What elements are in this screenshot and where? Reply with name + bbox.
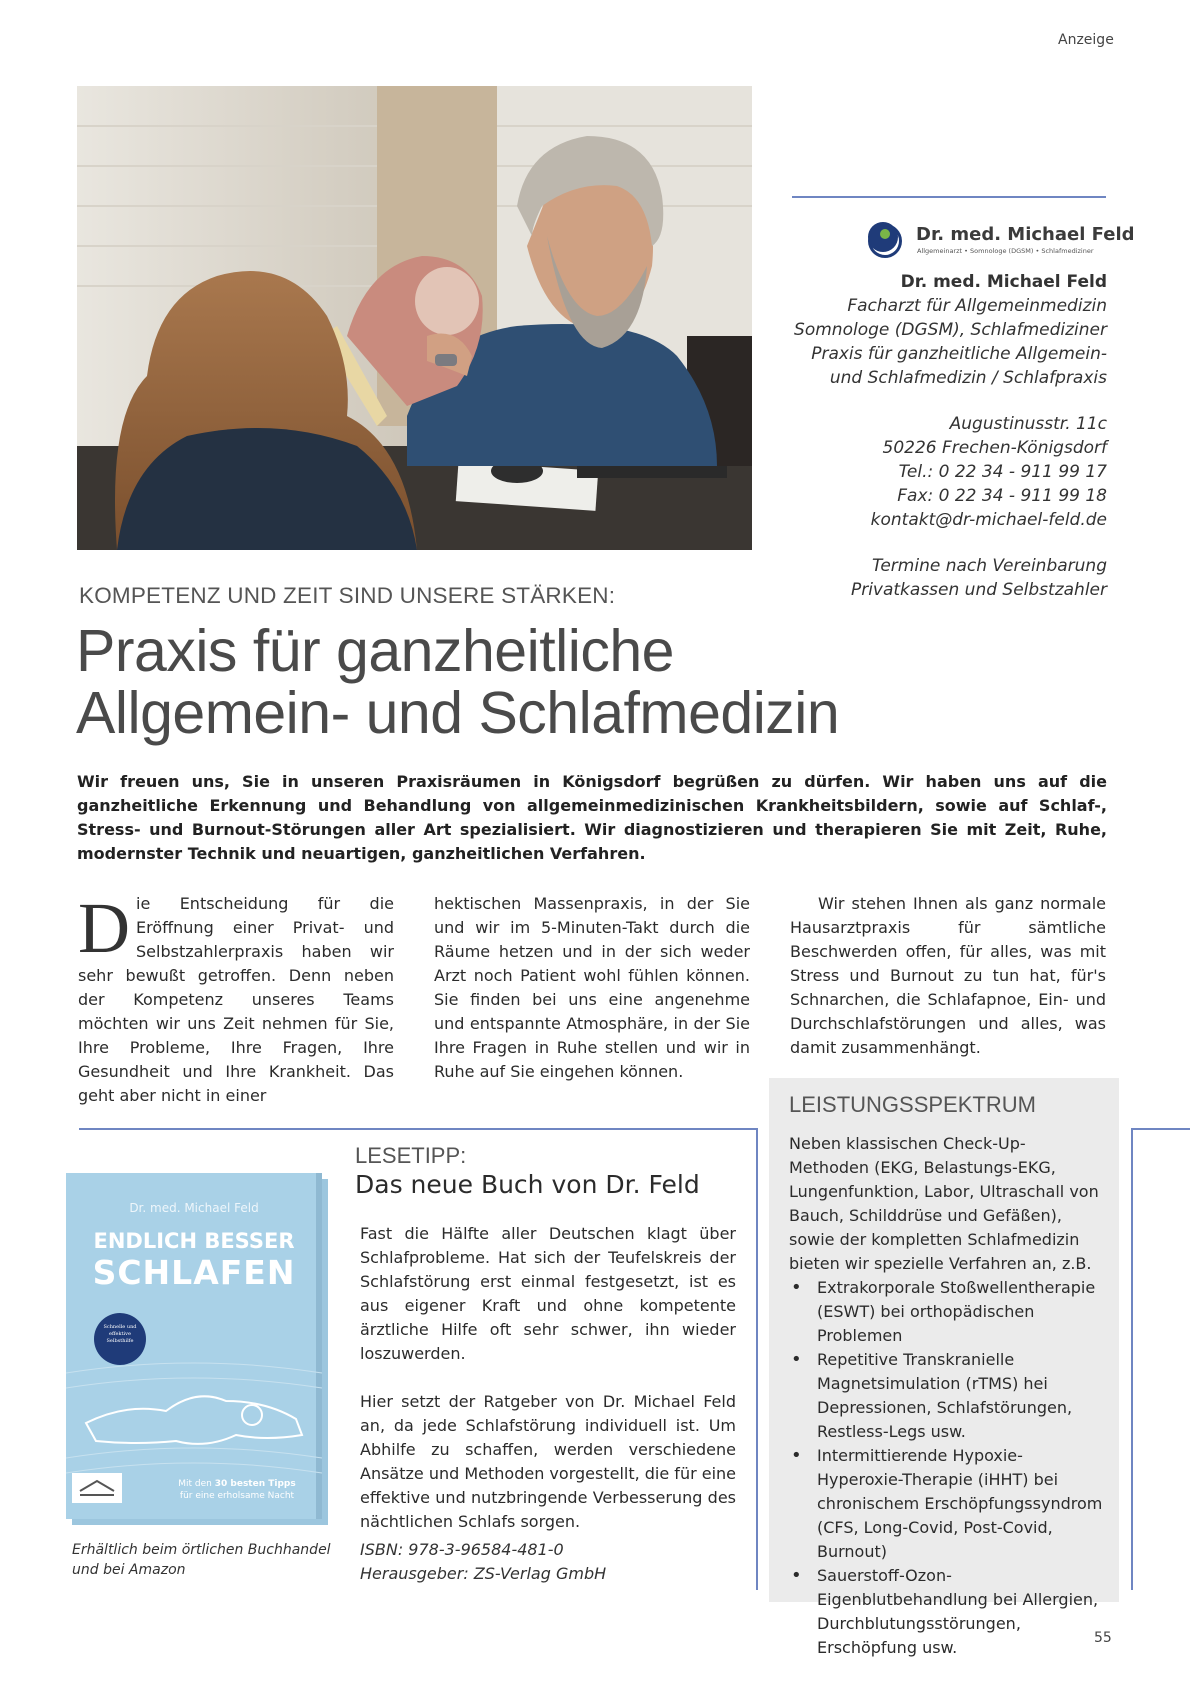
service-item: • Repetitive Transkranielle Magnetsimulation (rTMS) hei Depressionen, Schlafstörungen, Restless-Legs usw. [789, 1348, 1105, 1444]
lesetipp-text [360, 1222, 736, 1534]
contact-street: Augustinusstr. 11c [949, 414, 1107, 434]
book-badge: Schnelle und effektive Selbsthilfe [103, 1324, 137, 1344]
contact-insurance: Privatkassen und Selbstzahler [850, 580, 1107, 600]
contact-email[interactable]: kontakt@dr-michael-feld.de [870, 510, 1107, 530]
lesetipp-paragraph: Fast die Hälfte aller Deutschen klagt über Schlafprobleme. Hat sich der Teufelskreis der Schlafstörung erst einmal festgesetzt, ist es aus eigener Kraft und ohne kompetente ärztliche Hilfe oft sehr schwer, ihn wieder loszuwerden. [360, 1224, 736, 1363]
logo-name: Dr. med. Michael Feld [916, 224, 1135, 245]
contact-name: Dr. med. Michael Feld [900, 272, 1107, 292]
top-rule [792, 196, 1106, 198]
headline-line-2: Allgemein- und Schlafmedizin [76, 680, 840, 746]
service-item: • Intermittierende Hypoxie-Hyperoxie-Therapie (iHHT) bei chronischem Erschöpfungssyndrom (CFS, Long-Covid, Post-Covid, Burnout) [789, 1444, 1105, 1564]
lesetipp-rule [79, 1128, 756, 1130]
lesetipp-title: Das neue Buch von Dr. Feld [355, 1170, 700, 1199]
service-item: • Extrakorporale Stoßwellentherapie (ESWT) bei orthopädischen Problemen [789, 1276, 1105, 1348]
lesetipp-kicker: LESETIPP: [355, 1143, 467, 1168]
article-intro: Wir freuen uns, Sie in unseren Praxisräumen in Königsdorf begrüßen zu dürfen. Wir haben uns auf die ganzheitliche Erkennung und Behandlung von allgemeinmedizinischen Krankheitsbildern, sowie auf Schlaf-, Stress- und Burnout-Störungen aller Art spezialisiert. Wir diagnostizieren und therapieren Sie mit Zeit, Ruhe, modernster Technik und neuartigen, ganzheitlichen Verfahren. [77, 772, 1107, 863]
article-column-3: Wir stehen Ihnen als ganz normale Hausarztpraxis für sämtliche Beschwerden offen, für alles, was mit Stress und Burnout zu tun hat, für's Schnarchen, die Schlafapnoe, Ein- und Durchschlafstörungen und alles, was damit zusammenhängt. [790, 894, 1106, 1057]
article-headline [76, 620, 839, 744]
contact-fax: Fax: 0 22 34 - 911 99 18 [897, 486, 1107, 506]
headline-line-1: Praxis für ganzheitliche [76, 618, 674, 684]
lesetipp-vertical-rule [756, 1128, 758, 1590]
right-rule [1131, 1128, 1190, 1130]
contact-line: Somnologe (DGSM), Schlafmediziner [794, 320, 1107, 340]
contact-city: 50226 Frechen-Königsdorf [882, 438, 1107, 458]
contact-line: Praxis für ganzheitliche Allgemein- [811, 344, 1107, 364]
contact-block [767, 270, 1107, 602]
book-title-1: ENDLICH BESSER [93, 1229, 295, 1253]
moon-logo-icon [866, 222, 904, 260]
contact-line: Facharzt für Allgemeinmedizin [847, 296, 1107, 316]
book-caption: Erhältlich beim örtlichen Buchhandel und bei Amazon [72, 1542, 331, 1578]
book-publisher: Herausgeber: ZS-Verlag GmbH [360, 1564, 607, 1583]
contact-appointments: Termine nach Vereinbarung [872, 556, 1107, 576]
drop-cap: D [78, 888, 130, 968]
practice-logo [866, 222, 1135, 262]
service-item: • Sauerstoff-Ozon-Eigenblutbehandlung bei Allergien, Durchblutungsstörungen, Erschöpfung usw. [789, 1564, 1105, 1660]
column-1-text: ie Entscheidung für die Eröffnung einer Privat- und Selbstzahlerpraxis haben wir sehr bewußt getroffen. Denn neben der Kompetenz unseres Teams möchten wir uns Zeit nehmen für Sie, Ihre Probleme, Ihre Fragen, Ihre Gesundheit und Ihre Krankheit. Das geht aber nicht in einer [78, 894, 394, 1105]
box-content [789, 1132, 1105, 1660]
contact-line: und Schlafmedizin / Schlafpraxis [829, 368, 1107, 388]
book-title-2: SCHLAFEN [92, 1253, 296, 1292]
book-cover [66, 1173, 328, 1525]
logo-subtitle: Allgemeinarzt • Somnologe (DGSM) • Schlafmediziner [917, 247, 1094, 255]
right-vertical-rule [1131, 1128, 1133, 1590]
book-author: Dr. med. Michael Feld [129, 1201, 259, 1215]
article-column-2: hektischen Massenpraxis, in der Sie und wir im 5-Minuten-Takt durch die Räume hetzen und in der sich weder Arzt noch Patient wohl fühlen können. Sie finden bei uns eine angenehme und entspannte Atmosphäre, in der Sie Ihre Fragen in Ruhe stellen und wir in Ruhe auf Sie eingehen können. [434, 894, 750, 1081]
box-title: LEISTUNGSSPEKTRUM [789, 1092, 1036, 1117]
ad-label: Anzeige [1058, 32, 1114, 48]
article-kicker: KOMPETENZ UND ZEIT SIND UNSERE STÄRKEN: [79, 583, 616, 608]
book-details [360, 1538, 606, 1586]
article-column-1 [78, 888, 394, 1108]
book-isbn: ISBN: 978-3-96584-481-0 [360, 1540, 564, 1559]
doctor-consultation-photo [77, 86, 752, 550]
service-list [789, 1276, 1105, 1660]
contact-tel: Tel.: 0 22 34 - 911 99 17 [898, 462, 1107, 482]
book-tip: Mit den 30 besten Tipps für eine erholsame Nacht [178, 1479, 296, 1501]
box-intro: Neben klassischen Check-Up-Methoden (EKG, Belastungs-EKG, Lungenfunktion, Labor, Ultraschall von Bauch, Schilddrüse und Gefäßen), sowie der kompletten Schlafmedizin bieten wir spezielle Verfahren an, z.B. [789, 1134, 1099, 1273]
page-number: 55 [1094, 1630, 1112, 1646]
lesetipp-paragraph: Hier setzt der Ratgeber von Dr. Michael Feld an, da jede Schlafstörung individuell ist. Um Abhilfe zu schaffen, werden verschiedene Ansätze und Methoden vorgestellt, die für eine effektive und nutzbringende Verbesserung des nächtlichen Schlafs sorgen. [360, 1392, 737, 1531]
